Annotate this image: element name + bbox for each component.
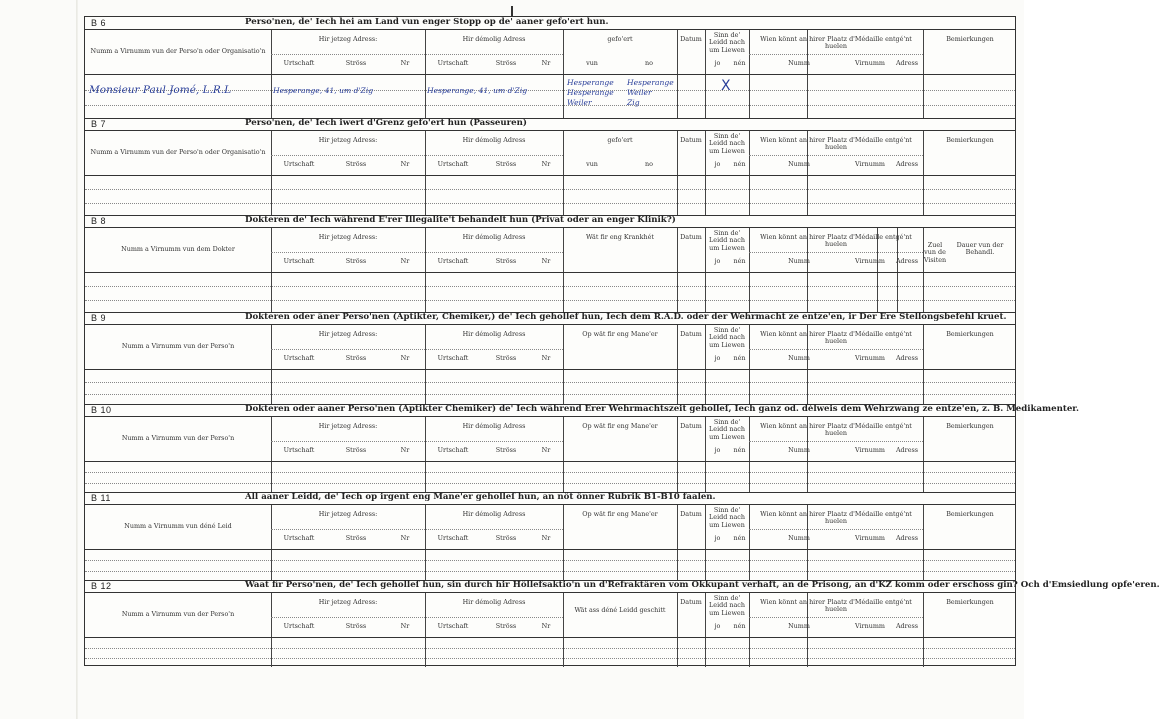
section-code: B 10 — [91, 405, 112, 415]
column-label: jo — [714, 257, 721, 265]
column-label: Ströss — [495, 622, 517, 630]
section-header — [85, 404, 1080, 417]
sub-header-line — [749, 529, 923, 530]
column-label: Virnumm — [855, 354, 885, 362]
column-label: nén — [733, 354, 746, 362]
column-label: Datum — [680, 136, 702, 144]
column-label: Bemierkungen — [946, 598, 994, 606]
section-title: Waat fir Perso'nen, de' Iech geholleſ hun, sin durch hir Höllefsaktio'n un d'Refraktären vom Okkupant verhaft, an de Prisong, an d'KZ komm oder erschoss gin? Och d'Emsiedlung opfe'eren. — [245, 580, 1160, 590]
column-label: Datum — [680, 598, 702, 606]
column-label: Hir jetzeg Adress: — [318, 330, 378, 338]
section-b10 — [85, 404, 1080, 492]
sub-header-line — [749, 155, 923, 156]
handwritten-from-place[interactable]: Weiler — [567, 98, 592, 107]
section-b9 — [85, 312, 1015, 404]
column-label: Urtschaft — [437, 59, 469, 67]
column-label: jo — [714, 354, 721, 362]
column-label: Wien könnt an hirer Plaatz d'Médaille entgé'nt huelen — [760, 422, 912, 438]
column-label: Sinn de' Leidd nach um Liewen — [709, 506, 745, 529]
section-code: B 7 — [91, 119, 107, 129]
section-code: B 9 — [91, 313, 107, 323]
column-label: Numm a Virnumm vun dem Dokter — [121, 245, 235, 253]
column-label: Numm — [788, 160, 810, 168]
column-label: nén — [733, 446, 746, 454]
section-code: B 6 — [91, 18, 107, 28]
column-label: Op wät fir eng Mane'er — [582, 330, 658, 338]
header-bottom-line — [85, 549, 1015, 550]
data-row-line — [85, 483, 1015, 484]
column-label: Hir jetzeg Adress: — [318, 422, 378, 430]
column-label: jo — [714, 534, 721, 542]
column-label: Bemierkungen — [946, 136, 994, 144]
section-b11 — [85, 492, 1015, 580]
column-label: Sinn de' Leidd nach um Liewen — [709, 229, 745, 252]
section-code: B 12 — [91, 581, 112, 591]
column-label: Urtschaft — [283, 534, 315, 542]
data-row-line — [85, 286, 1015, 287]
column-label: Hir démolig Adress — [462, 330, 526, 338]
column-label: Nr — [400, 59, 410, 67]
column-label: Hir jetzeg Adress: — [318, 233, 378, 241]
column-label: jo — [714, 622, 721, 630]
column-label: Nr — [541, 257, 551, 265]
column-label: Adress — [895, 160, 919, 168]
column-label: Urtschaft — [283, 354, 315, 362]
column-label: no — [645, 59, 653, 67]
column-label: Wien könnt an hirer Plaatz d'Médaille entgé'nt huelen — [760, 136, 912, 152]
column-label: Urtschaft — [437, 446, 469, 454]
column-label: Hir démolig Adress — [462, 598, 526, 606]
column-label: nén — [733, 160, 746, 168]
column-label: Sinn de' Leidd nach um Liewen — [709, 418, 745, 441]
column-label: Datum — [680, 330, 702, 338]
section-code: B 11 — [91, 493, 111, 503]
column-label: Wien könnt an hirer Plaatz d'Médaille entgé'nt huelen — [760, 598, 912, 614]
column-label: Numm a Virnumm vun déné Leid — [124, 522, 232, 530]
column-label: jo — [714, 446, 721, 454]
sub-header-line — [271, 155, 563, 156]
column-label: Ströss — [495, 534, 517, 542]
header-bottom-line — [85, 272, 1015, 273]
section-header — [85, 118, 1015, 131]
section-title: All aaner Leidd, de' Iech op irgent eng Mane'er geholleſ hun, an nöt önner Rubrik B1-B10 faalen. — [245, 492, 716, 502]
section-b6 — [85, 17, 1015, 118]
column-label: Hir démolig Adress — [462, 422, 526, 430]
column-label: Hir démolig Adress — [462, 136, 526, 144]
page-crease — [76, 0, 78, 719]
column-label: Datum — [680, 35, 702, 43]
column-label: Bemierkungen — [946, 510, 994, 518]
column-label: Sinn de' Leidd nach um Liewen — [709, 594, 745, 617]
column-label: Virnumm — [855, 534, 885, 542]
data-row-line — [85, 300, 1015, 301]
data-row-line — [85, 189, 1015, 190]
column-label: Urtschaft — [437, 160, 469, 168]
column-label: Datum — [680, 233, 702, 241]
column-label: Ströss — [345, 622, 367, 630]
column-label: Virnumm — [855, 160, 885, 168]
section-header — [85, 215, 1015, 228]
column-label: no — [645, 160, 653, 168]
column-label: Ströss — [495, 257, 517, 265]
data-row-line — [85, 658, 1015, 659]
column-label: Wien könnt an hirer Plaatz d'Médaille entgé'nt huelen — [760, 510, 912, 526]
column-label: Ströss — [345, 354, 367, 362]
sub-header-line — [749, 54, 923, 55]
column-label: Wät ass déné Leidd geschitt — [574, 606, 666, 614]
column-label: Nr — [400, 622, 410, 630]
column-label: Ströss — [345, 446, 367, 454]
header-bottom-line — [85, 461, 1015, 462]
column-label: nén — [733, 257, 746, 265]
sub-header-line — [271, 529, 563, 530]
column-label: Adress — [895, 354, 919, 362]
column-label: Adress — [895, 59, 919, 67]
section-code: B 8 — [91, 216, 107, 226]
column-label: Numm a Virnumm vun der Perso'n — [121, 434, 235, 442]
column-label: Hir démolig Adress — [462, 233, 526, 241]
column-label: Nr — [541, 59, 551, 67]
handwritten-name[interactable]: Monsieur Paul Jomé, L.R.L — [89, 84, 232, 96]
column-label: Numm — [788, 257, 810, 265]
column-label: Bemierkungen — [946, 422, 994, 430]
column-label: Urtschaft — [283, 446, 315, 454]
column-label: Urtschaft — [437, 534, 469, 542]
handwritten-former-address[interactable]: Hesperange, 41, um d'Zig — [427, 86, 528, 95]
column-label: Hir jetzeg Adress: — [318, 598, 378, 606]
column-line — [749, 505, 750, 580]
column-label: nén — [733, 59, 746, 67]
column-line — [749, 325, 750, 404]
sub-header-line — [271, 252, 563, 253]
sub-header-line — [749, 252, 923, 253]
column-label: Op wät fir eng Mane'er — [582, 422, 658, 430]
column-label: Hir démolig Adress — [462, 35, 526, 43]
column-label: Ströss — [495, 160, 517, 168]
header-bottom-line — [85, 637, 1015, 638]
column-label: Nr — [400, 534, 410, 542]
column-label: Urtschaft — [437, 622, 469, 630]
data-row-line — [85, 382, 1015, 383]
column-label: Virnumm — [855, 59, 885, 67]
column-label: Numm — [788, 354, 810, 362]
column-label: nén — [733, 534, 746, 542]
handwritten-to-place[interactable]: Hesperange — [627, 78, 674, 87]
column-label: Adress — [895, 257, 919, 265]
column-label: vun — [586, 160, 598, 168]
column-label: Zuel vun de Visiten — [923, 241, 947, 264]
section-b7 — [85, 118, 1015, 215]
column-label: gefo'ert — [607, 136, 633, 144]
sub-header-line — [271, 349, 563, 350]
data-row-line — [85, 105, 1015, 106]
column-label: Numm — [788, 622, 810, 630]
handwritten-to-place[interactable]: Weiler — [627, 88, 652, 97]
column-label: Nr — [541, 160, 551, 168]
column-label: Sinn de' Leidd nach um Liewen — [709, 31, 745, 54]
handwritten-from-place[interactable]: Hesperange — [567, 88, 614, 97]
form-sheet — [84, 16, 1160, 666]
column-label: Virnumm — [855, 257, 885, 265]
section-header — [85, 17, 1015, 30]
column-label: Numm — [788, 446, 810, 454]
sub-header-line — [749, 441, 923, 442]
section-title: Perso'nen, de' Iech hei am Land vun enger Stopp op de' aaner gefo'ert hun. — [245, 17, 609, 27]
column-label: gefo'ert — [607, 35, 633, 43]
column-label: Bemierkungen — [946, 330, 994, 338]
column-label: Numm a Virnumm vun der Perso'n — [121, 342, 235, 350]
column-label: jo — [714, 59, 721, 67]
column-label: Numm a Virnumm vun der Perso'n — [121, 610, 235, 618]
header-bottom-line — [85, 74, 1015, 75]
section-title: Perso'nen, de' Iech iwert d'Grenz gefo'ert hun (Passeuren) — [245, 118, 527, 128]
column-label: Urtschaft — [437, 354, 469, 362]
column-label: nén — [733, 622, 746, 630]
column-label: Nr — [541, 446, 551, 454]
data-row-line — [85, 571, 1015, 572]
column-label: jo — [714, 160, 721, 168]
column-label: Wien könnt an hirer Plaatz d'Médaille entgé'nt huelen — [760, 330, 912, 346]
sub-header-line — [271, 617, 563, 618]
column-label: Sinn de' Leidd nach um Liewen — [709, 326, 745, 349]
column-line — [563, 593, 564, 667]
section-header — [85, 580, 1160, 593]
column-label: Dauer vun der Behandl. — [956, 241, 1004, 257]
section-header — [85, 312, 1015, 325]
column-label: Ströss — [495, 446, 517, 454]
column-label: Adress — [895, 446, 919, 454]
column-label: Wät fir eng Krankhét — [586, 233, 654, 241]
alive-cross-mark[interactable]: X — [721, 78, 731, 94]
column-label: Ströss — [345, 257, 367, 265]
column-label: Numm — [788, 534, 810, 542]
data-row-line — [85, 472, 1015, 473]
column-label: Urtschaft — [283, 160, 315, 168]
data-row-line — [85, 560, 1015, 561]
column-label: Nr — [541, 354, 551, 362]
column-label: Ströss — [345, 160, 367, 168]
header-bottom-line — [85, 369, 1015, 370]
section-title: Dokteren oder aaner Perso'nen (Aptikter Chemiker) de' Iech während Erer Wehrmachtszeit geholleſ, Iech ganz od. délweis dem Wehrzwang ze entze'en, z. B. Medikamenter. — [245, 404, 1080, 414]
column-label: Ströss — [495, 354, 517, 362]
sub-header-line — [749, 349, 923, 350]
sub-header-line — [271, 441, 563, 442]
column-label: Ströss — [345, 59, 367, 67]
column-label: Datum — [680, 510, 702, 518]
column-label: Wien könnt an hirer Plaatz d'Médaille entgé'nt huelen — [760, 233, 912, 249]
column-line — [749, 417, 750, 492]
sub-header-line — [749, 617, 923, 618]
column-label: Datum — [680, 422, 702, 430]
sub-header-line — [271, 54, 563, 55]
column-label: Nr — [400, 354, 410, 362]
section-header — [85, 492, 1015, 505]
section-b12 — [85, 580, 1160, 667]
column-label: Ströss — [495, 59, 517, 67]
column-label: Adress — [895, 534, 919, 542]
column-label: Virnumm — [855, 622, 885, 630]
header-bottom-line — [85, 175, 1015, 176]
column-label: Adress — [895, 622, 919, 630]
column-label: Virnumm — [855, 446, 885, 454]
column-label: Numm — [788, 59, 810, 67]
column-label: Ströss — [345, 534, 367, 542]
column-label: Op wät fir eng Mane'er — [582, 510, 658, 518]
column-label: Urtschaft — [437, 257, 469, 265]
handwritten-to-place[interactable]: Zig — [627, 98, 640, 107]
column-label: Hir jetzeg Adress: — [318, 35, 378, 43]
column-label: Bemierkungen — [946, 35, 994, 43]
column-label: Nr — [400, 160, 410, 168]
data-row-line — [85, 394, 1015, 395]
column-label: Nr — [541, 622, 551, 630]
column-label: Numm a Virnumm vun der Perso'n oder Organisatio'n — [90, 148, 266, 156]
column-label: Urtschaft — [283, 257, 315, 265]
data-row-line — [85, 648, 1015, 649]
column-label: Nr — [541, 534, 551, 542]
column-label: Wien könnt an hirer Plaatz d'Médaille entgé'nt huelen — [760, 35, 912, 51]
column-label: Sinn de' Leidd nach um Liewen — [709, 132, 745, 155]
column-label: Hir jetzeg Adress: — [318, 136, 378, 144]
data-row-line — [85, 203, 1015, 204]
column-label: Nr — [400, 446, 410, 454]
column-label: Hir jetzeg Adress: — [318, 510, 378, 518]
column-label: Urtschaft — [283, 59, 315, 67]
handwritten-current-address[interactable]: Hesperange, 41, um d'Zig — [273, 86, 374, 95]
column-label: Numm a Virnumm vun der Perso'n oder Organisatio'n — [90, 47, 266, 55]
section-b8 — [85, 215, 1015, 312]
column-label: vun — [586, 59, 598, 67]
column-label: Urtschaft — [283, 622, 315, 630]
section-title: Dokteren de' Iech während E'rer Illegalite't behandelt hun (Privat oder an enger Klinik?) — [245, 215, 676, 225]
column-label: Nr — [400, 257, 410, 265]
handwritten-from-place[interactable]: Hesperange — [567, 78, 614, 87]
column-label: Hir démolig Adress — [462, 510, 526, 518]
section-title: Dokteren oder äner Perso'nen (Aptikter, Chemiker,) de' Iech gehollef hun, Iech dem R.A.D. oder der Wehrmacht ze entze'en, ir Der Ere Stellongsbefehl kruet. — [245, 312, 1007, 322]
